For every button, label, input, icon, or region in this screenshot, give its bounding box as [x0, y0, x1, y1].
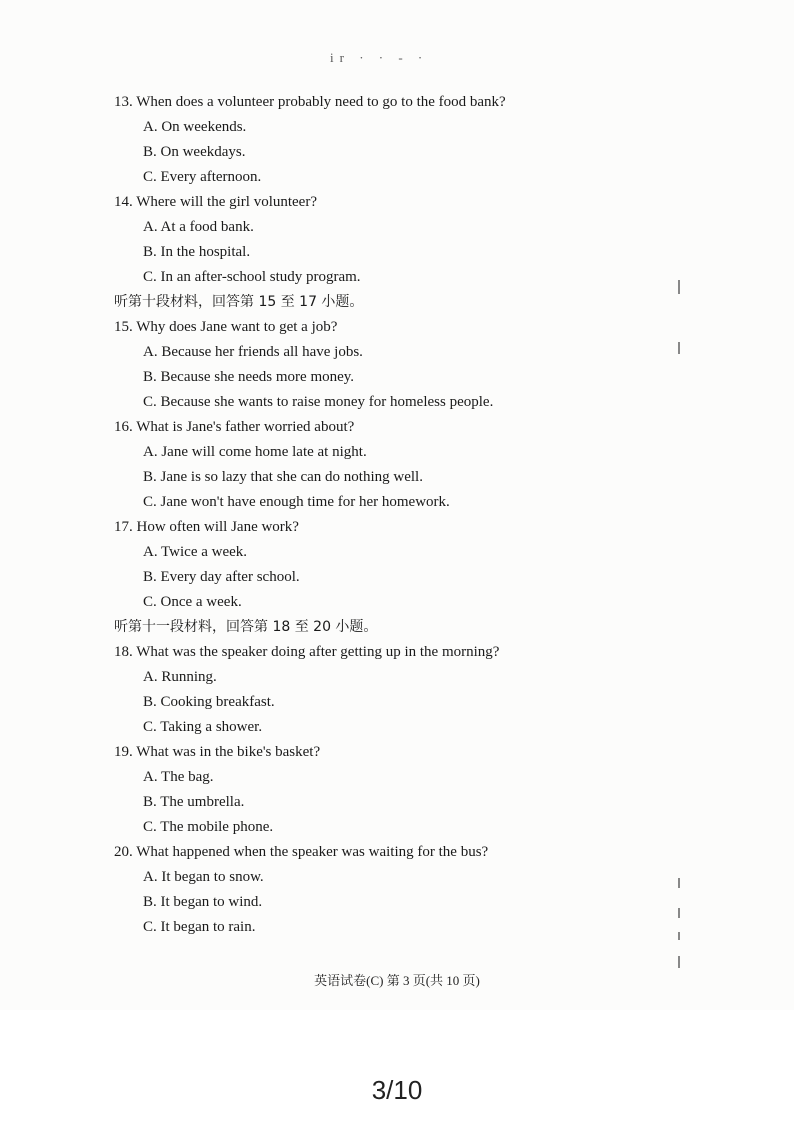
answer-option: B. Because she needs more money.	[143, 369, 355, 385]
question-list	[114, 90, 714, 940]
answer-option: B. In the hospital.	[143, 244, 251, 260]
question-text: 20. What happened when the speaker was waiting for the bus?	[114, 844, 489, 860]
section-heading: 听第十一段材料，回答第 18 至 20 小题。	[114, 619, 378, 635]
question-text: 15. Why does Jane want to get a job?	[114, 319, 338, 335]
section-heading: 听第十段材料，回答第 15 至 17 小题。	[114, 294, 364, 310]
question-text: 16. What is Jane's father worried about?	[114, 419, 355, 435]
answer-option: B. It began to wind.	[143, 894, 263, 910]
answer-option: C. Jane won't have enough time for her homework.	[143, 494, 450, 510]
answer-option: A. The bag.	[143, 769, 214, 785]
exam-footer: 英语试卷(C) 第 3 页(共 10 页)	[314, 973, 480, 988]
question-text: 18. What was the speaker doing after getting up in the morning?	[114, 644, 500, 660]
answer-option: C. Because she wants to raise money for homeless people.	[143, 394, 494, 410]
answer-option: C. The mobile phone.	[143, 819, 274, 835]
answer-option: A. It began to snow.	[143, 869, 264, 885]
answer-option: B. Cooking breakfast.	[143, 694, 275, 710]
answer-option: B. The umbrella.	[143, 794, 245, 810]
answer-option: A. At a food bank.	[143, 219, 254, 235]
cropped-header-fragment: ir · · - ·	[330, 50, 429, 64]
question-text: 13. When does a volunteer probably need to go to the food bank?	[114, 94, 506, 110]
answer-option: C. Taking a shower.	[143, 719, 263, 735]
answer-option: C. It began to rain.	[143, 919, 256, 935]
scan-edge-marks	[678, 280, 684, 980]
answer-option: A. Running.	[143, 669, 217, 685]
answer-option: C. In an after-school study program.	[143, 269, 361, 285]
page-indicator: 3/10	[371, 1075, 423, 1105]
answer-option: A. On weekends.	[143, 119, 247, 135]
answer-option: C. Once a week.	[143, 594, 242, 610]
question-text: 19. What was in the bike's basket?	[114, 744, 321, 760]
answer-option: B. Every day after school.	[143, 569, 300, 585]
question-text: 17. How often will Jane work?	[114, 519, 299, 535]
answer-option: C. Every afternoon.	[143, 169, 262, 185]
question-text: 14. Where will the girl volunteer?	[114, 194, 317, 210]
answer-option: A. Jane will come home late at night.	[143, 444, 367, 460]
answer-option: A. Twice a week.	[143, 544, 248, 560]
answer-option: B. Jane is so lazy that she can do nothing well.	[143, 469, 423, 485]
answer-option: A. Because her friends all have jobs.	[143, 344, 363, 360]
answer-option: B. On weekdays.	[143, 144, 246, 160]
